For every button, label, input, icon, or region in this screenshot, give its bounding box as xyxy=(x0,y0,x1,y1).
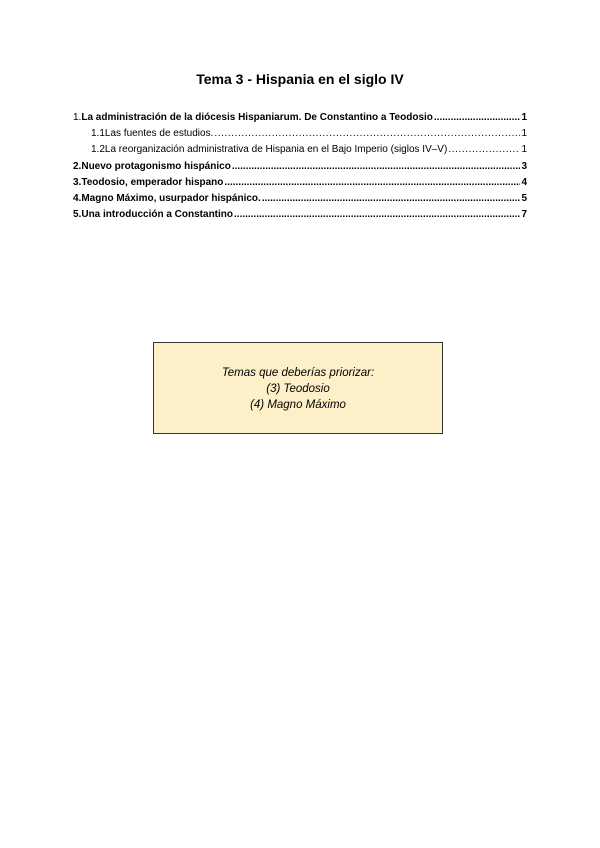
priority-note-box xyxy=(153,342,443,434)
toc-entry-page: 1 xyxy=(521,128,527,140)
note-item-magno-maximo: (4) Magno Máximo xyxy=(250,399,346,411)
toc-leader-dots xyxy=(234,207,520,223)
toc-entry-title: Una introducción a Constantino xyxy=(81,209,234,221)
toc-leader-dots xyxy=(224,175,520,191)
toc-entry-page: 1 xyxy=(521,144,527,156)
toc-entry-page: 1 xyxy=(521,112,527,123)
toc-entry-number: 5. xyxy=(73,209,82,221)
toc-entry-2[interactable] xyxy=(73,159,527,175)
toc-leader-dots xyxy=(214,126,520,142)
table-of-contents xyxy=(73,110,527,223)
toc-leader-dots xyxy=(448,142,520,158)
toc-entry-number: 1. xyxy=(73,112,82,123)
toc-entry-3[interactable] xyxy=(73,175,527,191)
toc-entry-page: 3 xyxy=(521,160,527,172)
page-title: Tema 3 - Hispania en el siglo IV xyxy=(196,71,404,87)
toc-entry-number: 4. xyxy=(73,193,82,205)
toc-entry-title: La reorganización administrativa de Hispania en el Bajo Imperio (siglos IV–V) xyxy=(104,144,448,156)
note-item-teodosio: (3) Teodosio xyxy=(266,383,330,395)
toc-entry-title: Las fuentes de estudios. xyxy=(104,128,214,140)
toc-entry-title: Teodosio, emperador hispano xyxy=(81,176,224,188)
toc-entry-number: 2. xyxy=(73,160,82,172)
toc-entry-page: 7 xyxy=(521,209,527,221)
toc-entry-page: 4 xyxy=(521,176,527,188)
toc-entry-number: 3. xyxy=(73,176,82,188)
toc-entry-1[interactable] xyxy=(73,110,527,126)
toc-leader-dots xyxy=(232,159,521,175)
toc-entry-5[interactable] xyxy=(73,207,527,223)
toc-entry-title: La administración de la diócesis Hispaniarum. De Constantino a Teodosio xyxy=(81,112,433,123)
toc-entry-title: Nuevo protagonismo hispánico xyxy=(81,160,231,172)
toc-entry-number: 1.1 xyxy=(91,128,105,140)
toc-entry-1-2[interactable] xyxy=(73,142,527,158)
toc-entry-title: Magno Máximo, usurpador hispánico. xyxy=(81,193,261,205)
toc-leader-dots xyxy=(262,191,521,207)
toc-leader-dots xyxy=(434,110,521,126)
toc-entry-4[interactable] xyxy=(73,191,527,207)
toc-entry-page: 5 xyxy=(521,193,527,205)
note-heading: Temas que deberías priorizar: xyxy=(221,367,375,379)
toc-entry-number: 1.2 xyxy=(91,144,105,156)
toc-entry-1-1[interactable] xyxy=(73,126,527,142)
